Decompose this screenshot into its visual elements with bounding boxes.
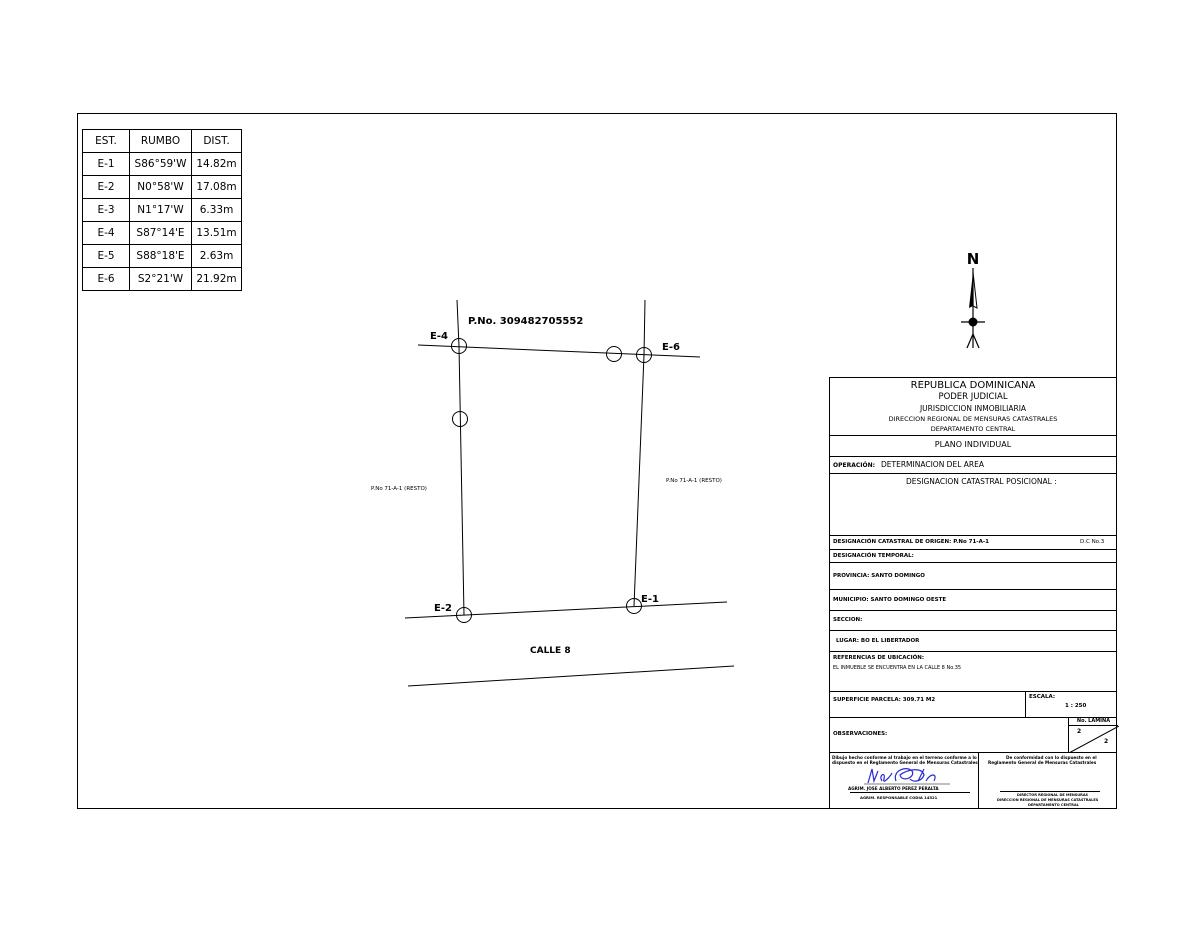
cell-dist: 17.08m xyxy=(192,176,242,199)
line-street-edge xyxy=(408,666,734,686)
station-label-e4: E-4 xyxy=(430,331,448,342)
title-block xyxy=(829,377,1117,809)
station-label-e1: E-1 xyxy=(641,594,659,605)
tb-province: PROVINCIA: SANTO DOMINGO xyxy=(833,573,925,579)
tb-signatures-row xyxy=(830,753,1116,808)
tb-sheet-label: No. LAMINA xyxy=(1076,718,1111,724)
tb-province-row xyxy=(830,563,1116,590)
cell-rumbo: S2°21'W xyxy=(130,268,192,291)
cell-dist: 6.33m xyxy=(192,199,242,222)
line-left-boundary xyxy=(459,346,464,615)
line-right-extension xyxy=(644,300,645,355)
tb-section: SECCION: xyxy=(833,617,863,623)
tb-observations-row xyxy=(830,718,1116,753)
tb-municipality-row xyxy=(830,590,1116,611)
cell-rumbo: N0°58'W xyxy=(130,176,192,199)
tb-plan-type-row xyxy=(830,436,1116,457)
tb-place: LUGAR: BO EL LIBERTADOR xyxy=(836,638,920,644)
tb-refs-value: EL INMUEBLE SE ENCUENTRA EN LA CALLE 8 No.35 xyxy=(833,665,962,671)
tb-area-divider xyxy=(1025,692,1026,718)
cell-est: E-3 xyxy=(83,199,130,222)
line-bottom-boundary xyxy=(405,602,727,618)
tb-right-sign-line xyxy=(1000,791,1100,792)
header-dist: DIST. xyxy=(192,130,242,153)
tb-designation-row xyxy=(830,474,1116,536)
tb-scale-label: ESCALA: xyxy=(1029,694,1056,700)
cell-dist: 21.92m xyxy=(192,268,242,291)
tb-observations: OBSERVACIONES: xyxy=(833,731,888,737)
right-neighbor-label: P.No 71-A-1 (RESTO) xyxy=(666,478,722,484)
tb-operation-value: DETERMINACION DEL AREA xyxy=(881,460,984,469)
cell-est: E-2 xyxy=(83,176,130,199)
tb-department: DEPARTAMENTO CENTRAL xyxy=(930,425,1016,433)
line-top-boundary xyxy=(418,345,700,357)
tb-branch: PODER JUDICIAL xyxy=(938,392,1008,402)
tb-plan-type: PLANO INDIVIDUAL xyxy=(934,440,1012,449)
tb-sheet-total: 2 xyxy=(1104,738,1109,745)
line-right-boundary xyxy=(634,355,644,606)
tb-origin-row xyxy=(830,536,1116,550)
tb-operation-label: OPERACIÓN: xyxy=(833,462,876,469)
tb-dc: D.C No.3 xyxy=(1080,539,1105,545)
tb-right-sig-2: DIRECCION REGIONAL DE MENSURAS CATASTRALES xyxy=(997,798,1099,802)
tb-country: REPUBLICA DOMINICANA xyxy=(910,380,1036,391)
street-label: CALLE 8 xyxy=(530,646,571,656)
tb-refs-row xyxy=(830,652,1116,692)
tb-scale-value: 1 : 250 xyxy=(1065,703,1087,709)
tb-sheet-num: 2 xyxy=(1077,728,1082,735)
cell-est: E-6 xyxy=(83,268,130,291)
cell-rumbo: N1°17'W xyxy=(130,199,192,222)
cell-est: E-1 xyxy=(83,153,130,176)
cell-est: E-5 xyxy=(83,245,130,268)
tb-sheet-box xyxy=(1068,718,1118,753)
station-label-e2: E-2 xyxy=(434,603,452,614)
tb-refs-label: REFERENCIAS DE UBICACIÓN: xyxy=(833,655,925,661)
tb-temporal-designation: DESIGNACIÓN TEMPORAL: xyxy=(833,553,914,559)
tb-header xyxy=(830,378,1116,436)
tb-right-sig-1: DIRECTOR REGIONAL DE MENSURAS xyxy=(1017,793,1089,797)
tb-left-sign-line xyxy=(850,792,970,793)
parcel-id-label: P.No. 309482705552 xyxy=(468,316,584,327)
header-rumbo: RUMBO xyxy=(130,130,192,153)
north-letter: N xyxy=(966,250,980,268)
cell-rumbo: S87°14'E xyxy=(130,222,192,245)
header-est: EST. xyxy=(83,130,130,153)
tb-sheet-header xyxy=(1069,718,1118,726)
tb-section-row xyxy=(830,611,1116,631)
tb-right-note-1: De conformidad con lo dispuesto en el xyxy=(1006,755,1097,760)
tb-signatory: AGRIM. JOSE ALBERTO PEREZ PERALTA xyxy=(848,786,939,791)
cell-dist: 13.51m xyxy=(192,222,242,245)
tb-right-sig-3: DEPARTAMENTO CENTRAL xyxy=(1028,803,1079,807)
cell-est: E-4 xyxy=(83,222,130,245)
tb-place-row xyxy=(830,631,1116,652)
tb-signatory-2: AGRIM. RESPONSABLE CODIA 14521 xyxy=(860,795,938,800)
tb-operation-row xyxy=(830,457,1116,474)
signature-mark-icon xyxy=(862,763,952,787)
cell-rumbo: S88°18'E xyxy=(130,245,192,268)
tb-signature-divider xyxy=(978,753,979,808)
cell-rumbo: S86°59'W xyxy=(130,153,192,176)
tb-jurisdiction: JURISDICCION INMOBILIARIA xyxy=(919,404,1027,413)
station-label-e6: E-6 xyxy=(662,342,680,353)
tb-area: SUPERFICIE PARCELA: 309.71 M2 xyxy=(833,697,936,703)
north-arrow-icon xyxy=(955,248,991,358)
tb-direction: DIRECCION REGIONAL DE MENSURAS CATASTRALES xyxy=(888,415,1058,423)
tb-right-note-2: Reglamento General de Mensuras Catastrales xyxy=(988,760,1097,765)
tb-municipality: MUNICIPIO: SANTO DOMINGO OESTE xyxy=(833,597,947,603)
cell-dist: 14.82m xyxy=(192,153,242,176)
left-neighbor-label: P.No 71-A-1 (RESTO) xyxy=(371,486,427,492)
tb-origin-designation: DESIGNACIÓN CATASTRAL DE ORIGEN: P.No 71-A-1 xyxy=(833,539,989,545)
tb-left-note-1: Dibujo hecho conforme al trabajo en el terreno conforme a lo xyxy=(832,755,977,760)
tb-designation-positional: DESIGNACION CATASTRAL POSICIONAL : xyxy=(906,477,1057,486)
cell-dist: 2.63m xyxy=(192,245,242,268)
tb-area-row xyxy=(830,692,1116,718)
tb-left-note-2: dispuesto en el Reglamento General de Mensuras Catastrales xyxy=(832,760,978,765)
tb-temporal-row xyxy=(830,550,1116,563)
